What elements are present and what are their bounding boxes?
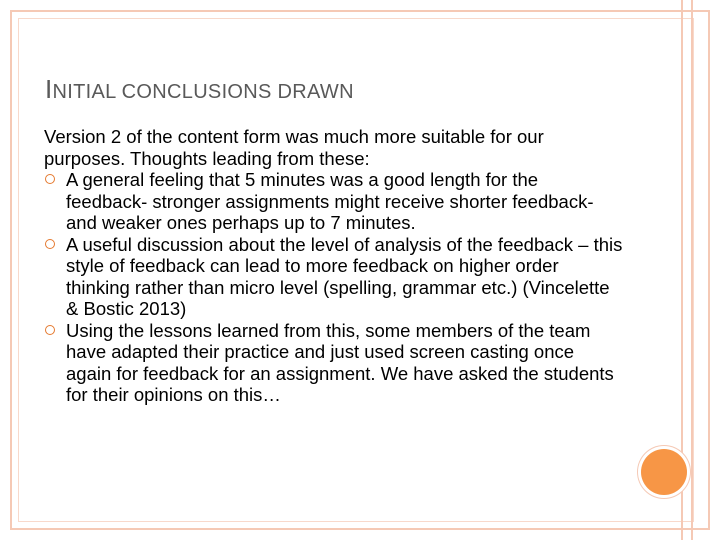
list-item [44, 234, 624, 320]
circle-bullet-icon [45, 174, 55, 184]
list-item [44, 169, 624, 234]
title-rest: NITIAL CONCLUSIONS DRAWN [52, 81, 354, 103]
decorative-vertical-line-2 [691, 0, 693, 540]
bullet-text: A general feeling that 5 minutes was a good length for the feedback- stronger assignments might receive shorter feedback- and weaker ones perhaps up to 7 minutes. [66, 169, 594, 233]
bullet-text: A useful discussion about the level of analysis of the feedback – this style of feedback can lead to more feedback on higher order thinking rather than micro level (spelling, grammar etc.) (Vincelette & Bostic 2013) [66, 233, 623, 319]
intro-text: Version 2 of the content form was much more suitable for our purposes. Thoughts leading from these: [44, 126, 544, 169]
bullet-list [44, 169, 624, 406]
slide-title [45, 74, 354, 105]
bullet-text: Using the lessons learned from this, some members of the team have adapted their practice and just used screen casting once again for feedback for an assignment. We have asked the students for their opinions on this… [66, 319, 614, 405]
list-item [44, 320, 624, 406]
slide-body [44, 126, 624, 406]
title-first-letter: I [45, 74, 53, 104]
orange-circle-icon [641, 449, 687, 495]
circle-bullet-icon [45, 325, 55, 335]
circle-bullet-icon [45, 239, 55, 249]
